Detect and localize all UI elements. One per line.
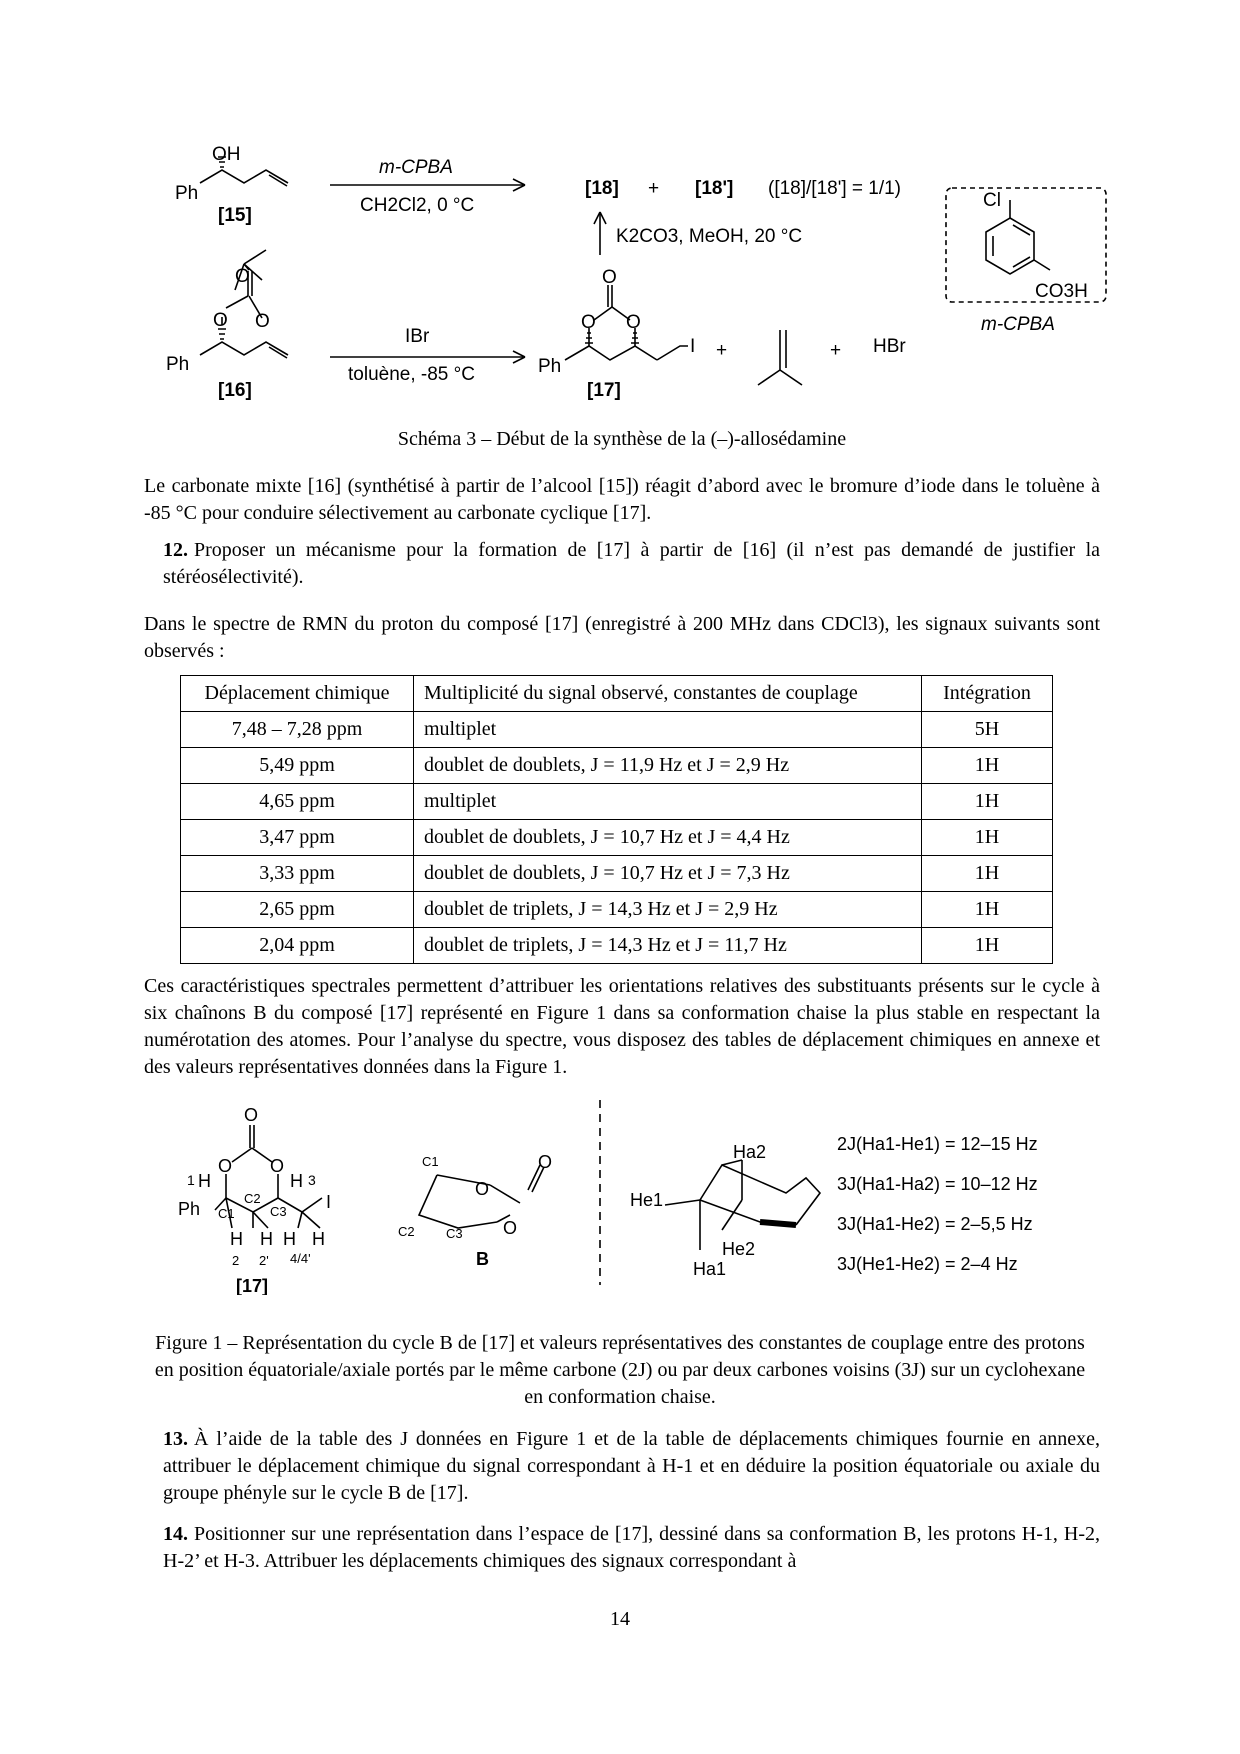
ph-label: Ph: [538, 356, 562, 377]
question-14: [163, 1521, 1100, 1575]
integration-cell: 1H: [922, 820, 1053, 856]
nmr-table: [180, 675, 1053, 964]
compound-17-label: [17]: [587, 380, 621, 401]
oh-label: OH: [212, 144, 241, 165]
scheme-caption: Schéma 3 – Début de la synthèse de la (–)-allosédamine: [397, 428, 847, 450]
question-text: Proposer un mécanisme pour la formation de [17] à partir de [16] (il n’est pas demandé de justifier la stéréosélectivité).: [163, 539, 1100, 588]
h-label: H: [230, 1229, 243, 1249]
h-label: H: [290, 1171, 303, 1191]
k2co3-conditions-label: K2CO3, MeOH, 20 °C: [616, 226, 803, 247]
o-label: O: [270, 1156, 285, 1176]
o-label: O: [475, 1179, 490, 1199]
integration-cell: 1H: [922, 928, 1053, 964]
plus-sign: +: [830, 340, 842, 361]
toluene-conditions-label: toluène, -85 °C: [348, 364, 475, 385]
table-row: [181, 856, 1053, 892]
o-label: O: [602, 267, 617, 288]
question-number: 13.: [163, 1428, 188, 1450]
ratio-label: ([18]/[18'] = 1/1): [768, 178, 902, 199]
h-label: H: [260, 1229, 273, 1249]
h4-number-label: 4/4': [290, 1251, 311, 1266]
multiplicity-cell: doublet de triplets, J = 14,3 Hz et J = 11,7 Hz: [414, 928, 922, 964]
compound-17-label: [17]: [236, 1276, 269, 1295]
compound-18-prime-label: [18']: [695, 178, 734, 199]
table-row: [181, 748, 1053, 784]
table-row: [181, 712, 1053, 748]
question-13: [163, 1426, 1100, 1507]
table-row: [181, 892, 1053, 928]
compound-16-label: [16]: [218, 380, 252, 401]
he2-label: He2: [722, 1239, 756, 1259]
paragraph-spectral-analysis: Ces caractéristiques spectrales permettent d’attribuer les orientations relatives des substituants présents sur le cycle à six chaînons B du composé [17] représenté en Figure 1 dans sa conformation chaise la plus stable en respectant la numérotation des atomes. Pour l’analyse du spectre, vous disposez des tables de déplacement chimiques en annexe et des valeurs représentatives données dans la Figure 1.: [144, 975, 1100, 1078]
compound-18-label: [18]: [585, 178, 619, 199]
coupling-value: 3J(He1-He2) = 2–4 Hz: [837, 1254, 1018, 1274]
ph-label: Ph: [166, 354, 190, 375]
c2-label: C2: [398, 1224, 415, 1239]
co3h-label: CO3H: [1035, 281, 1088, 302]
integration-cell: 1H: [922, 784, 1053, 820]
shift-cell: 4,65 ppm: [181, 784, 414, 820]
multiplicity-cell: doublet de doublets, J = 10,7 Hz et J = 7,3 Hz: [414, 856, 922, 892]
h-label: H: [312, 1229, 325, 1249]
c3-label: C3: [270, 1204, 287, 1219]
o-label: O: [503, 1218, 518, 1238]
h1-number-label: 1: [187, 1172, 195, 1188]
multiplicity-cell: multiplet: [414, 712, 922, 748]
integration-cell: 1H: [922, 748, 1053, 784]
h-label: H: [283, 1229, 296, 1249]
question-number: 14.: [163, 1523, 188, 1545]
c1-label: C1: [218, 1206, 235, 1221]
he1-label: He1: [630, 1190, 664, 1210]
h2-prime-number-label: 2': [259, 1253, 269, 1268]
iodine-label: I: [326, 1192, 332, 1212]
o-label: O: [235, 266, 250, 287]
iodine-label: I: [690, 336, 696, 357]
paragraph-carbonate: Le carbonate mixte [16] (synthétisé à partir de l’alcool [15]) réagit d’abord avec le bromure d’iode dans le toluène à -85 °C pour conduire sélectivement au carbonate cyclique [17].: [144, 475, 1100, 524]
chlorine-label: Cl: [983, 190, 1001, 211]
ha1-label: Ha1: [693, 1259, 727, 1279]
c2-label: C2: [244, 1191, 261, 1206]
shift-cell: 5,49 ppm: [181, 748, 414, 784]
multiplicity-cell: doublet de doublets, J = 10,7 Hz et J = 4,4 Hz: [414, 820, 922, 856]
question-number: 12.: [163, 539, 188, 561]
shift-cell: 2,65 ppm: [181, 892, 414, 928]
ring-b-label: B: [476, 1249, 489, 1269]
column-header: Multiplicité du signal observé, constantes de couplage: [414, 676, 922, 712]
column-header: Intégration: [922, 676, 1053, 712]
ph-label: Ph: [175, 183, 199, 204]
ha2-label: Ha2: [733, 1142, 767, 1162]
ibr-reagent-label: IBr: [405, 326, 430, 347]
o-label: O: [213, 310, 228, 331]
page-number: 14: [610, 1608, 630, 1630]
table-row: [181, 928, 1053, 964]
multiplicity-cell: doublet de triplets, J = 14,3 Hz et J = 2,9 Hz: [414, 892, 922, 928]
table-header-row: [181, 676, 1053, 712]
paragraph-nmr-intro: Dans le spectre de RMN du proton du composé [17] (enregistré à 200 MHz dans CDCl3), les signaux suivants sont observés :: [144, 613, 1100, 662]
question-text: Positionner sur une représentation dans l’espace de [17], dessiné dans sa conformation B, les protons H-1, H-2, H-2’ et H-3. Attribuer les déplacements chimiques des signaux correspondant à: [163, 1523, 1100, 1572]
figure-1-caption: Figure 1 – Représentation du cycle B de [17] et valeurs représentatives des constantes de couplage entre des protons en position équatoriale/axiale portés par le même carbone (2J) ou par deux carbones voisins (3J) sur un cyclohexane en conformation chaise.: [154, 1332, 1086, 1408]
table-row: [181, 820, 1053, 856]
integration-cell: 1H: [922, 892, 1053, 928]
c1-label: C1: [422, 1154, 439, 1169]
o-label: O: [255, 311, 270, 332]
plus-sign: +: [716, 340, 728, 361]
integration-cell: 5H: [922, 712, 1053, 748]
h2-number-label: 2: [232, 1253, 240, 1268]
plus-sign: +: [648, 178, 660, 199]
ph-label: Ph: [178, 1199, 201, 1219]
h-label: H: [198, 1171, 211, 1191]
mcpba-reagent-label: m-CPBA: [379, 157, 453, 178]
o-label: O: [581, 312, 596, 333]
o-label: O: [626, 312, 641, 333]
coupling-value: 3J(Ha1-He2) = 2–5,5 Hz: [837, 1214, 1033, 1234]
shift-cell: 2,04 ppm: [181, 928, 414, 964]
shift-cell: 3,33 ppm: [181, 856, 414, 892]
h3-number-label: 3: [308, 1172, 316, 1188]
shift-cell: 3,47 ppm: [181, 820, 414, 856]
c3-label: C3: [446, 1226, 463, 1241]
o-label: O: [244, 1105, 259, 1125]
compound-15-label: [15]: [218, 205, 252, 226]
coupling-value: 3J(Ha1-Ha2) = 10–12 Hz: [837, 1174, 1038, 1194]
question-12: [163, 537, 1100, 591]
mcpba-box-label: m-CPBA: [981, 314, 1055, 335]
scheme-3: [0, 120, 1240, 420]
figure-1: [0, 1095, 1240, 1295]
integration-cell: 1H: [922, 856, 1053, 892]
o-label: O: [538, 1152, 553, 1172]
coupling-value: 2J(Ha1-He1) = 12–15 Hz: [837, 1134, 1038, 1154]
question-text: À l’aide de la table des J données en Figure 1 et de la table de déplacements chimiques fournie en annexe, attribuer le déplacement chimique du signal correspondant à H-1 et en déduire la position équatoriale ou axiale du groupe phényle sur le cycle B de [17].: [163, 1428, 1100, 1504]
shift-cell: 7,48 – 7,28 ppm: [181, 712, 414, 748]
multiplicity-cell: doublet de doublets, J = 11,9 Hz et J = 2,9 Hz: [414, 748, 922, 784]
table-row: [181, 784, 1053, 820]
o-label: O: [218, 1156, 233, 1176]
multiplicity-cell: multiplet: [414, 784, 922, 820]
conditions-label: CH2Cl2, 0 °C: [360, 195, 475, 216]
column-header: Déplacement chimique: [181, 676, 414, 712]
hbr-label: HBr: [873, 336, 906, 357]
